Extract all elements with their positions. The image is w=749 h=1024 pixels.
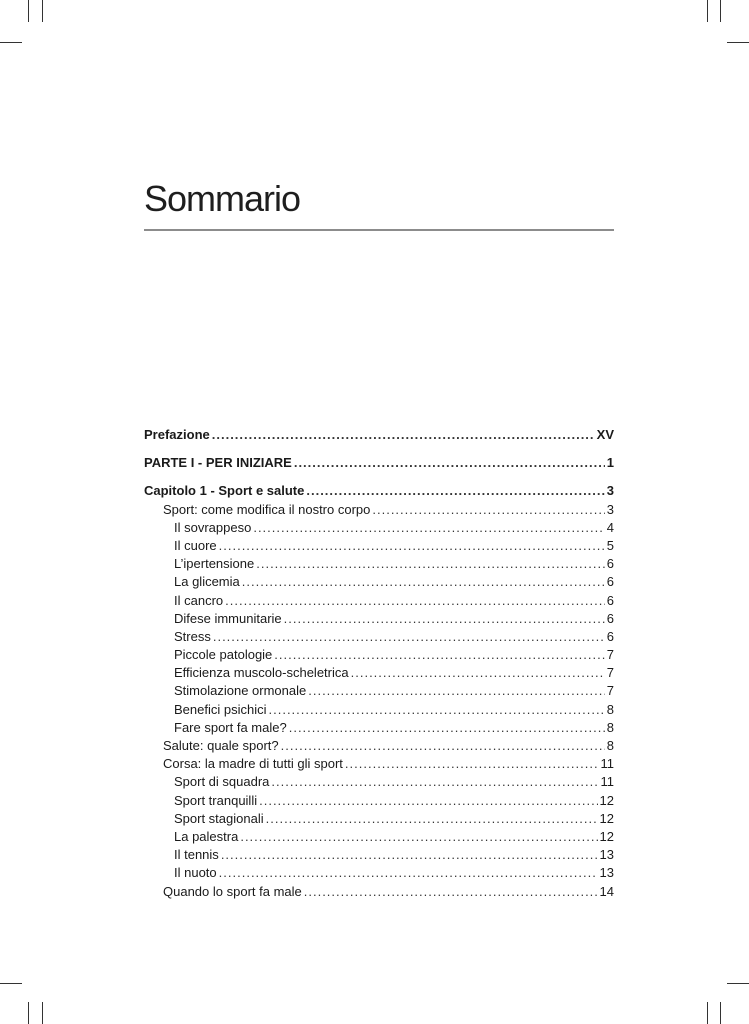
toc-leader-dots (242, 573, 605, 591)
toc-entry-page: 1 (606, 455, 614, 471)
toc-entry-page: 13 (599, 865, 614, 881)
toc-entry-page: 6 (606, 610, 614, 626)
toc-entry (144, 810, 614, 828)
toc-entry (144, 883, 614, 901)
toc-entry-page: 12 (599, 792, 614, 808)
toc-entry-page: 13 (599, 847, 614, 863)
table-of-contents (144, 426, 614, 901)
toc-entry-page: 7 (606, 683, 614, 699)
toc-entry-page: 5 (606, 537, 614, 553)
toc-leader-dots (259, 792, 597, 810)
page-title: Sommario (144, 178, 301, 219)
title-rule (144, 229, 614, 231)
toc-leader-dots (253, 519, 604, 537)
toc-leader-dots (274, 646, 604, 664)
toc-entry-label: L’ipertensione (174, 556, 255, 572)
crop-mark (727, 983, 749, 984)
toc-entry-label: Stimolazione ormonale (174, 683, 307, 699)
toc-leader-dots (308, 682, 605, 700)
toc-leader-dots (212, 426, 595, 444)
toc-entry (144, 701, 614, 719)
toc-entry (144, 501, 614, 519)
toc-entry (144, 737, 614, 755)
toc-entry-page: 6 (606, 592, 614, 608)
toc-entry-page: 12 (599, 810, 614, 826)
toc-entry (144, 792, 614, 810)
toc-entry-page: 8 (606, 738, 614, 753)
toc-leader-dots (219, 537, 605, 555)
toc-leader-dots (289, 719, 605, 737)
toc-leader-dots (345, 755, 599, 773)
toc-entry-label: Il sovrappeso (174, 519, 252, 535)
toc-entry-label: Il cuore (174, 537, 217, 553)
toc-leader-dots (306, 482, 604, 500)
toc-entry (144, 482, 614, 500)
crop-mark (28, 1002, 29, 1024)
toc-entry-page: 7 (606, 647, 614, 663)
toc-leader-dots (225, 592, 605, 610)
toc-leader-dots (266, 810, 598, 828)
toc-entry (144, 864, 614, 882)
toc-leader-dots (372, 501, 604, 519)
toc-entry-label: Il nuoto (174, 865, 217, 881)
toc-leader-dots (281, 737, 605, 755)
toc-leader-dots (304, 883, 598, 901)
toc-entry-page: XV (596, 427, 614, 442)
toc-entry-label: Capitolo 1 - Sport e salute (144, 483, 305, 499)
toc-leader-dots (284, 610, 605, 628)
toc-entry (144, 519, 614, 537)
toc-entry-page: 8 (606, 701, 614, 717)
toc-entry-label: Quando lo sport fa male (163, 883, 302, 899)
toc-entry (144, 755, 614, 773)
toc-entry-label: Benefici psichici (174, 701, 267, 717)
toc-entry (144, 846, 614, 864)
toc-entry-label: Il cancro (174, 592, 224, 608)
toc-leader-dots (294, 454, 605, 472)
toc-entry (144, 719, 614, 737)
crop-mark (0, 983, 22, 984)
toc-entry (144, 628, 614, 646)
toc-entry-label: Corsa: la madre di tutti gli sport (163, 756, 343, 772)
toc-entry-page: 14 (599, 883, 614, 899)
toc-entry-page: 6 (606, 574, 614, 590)
toc-entry (144, 773, 614, 791)
crop-mark (720, 1002, 721, 1024)
toc-entry-label: Sport stagionali (174, 810, 264, 826)
toc-entry (144, 646, 614, 664)
toc-leader-dots (351, 664, 605, 682)
toc-entry-page: 6 (606, 628, 614, 644)
toc-entry-page: 8 (606, 719, 614, 735)
toc-entry (144, 682, 614, 700)
toc-entry (144, 555, 614, 573)
toc-entry-label: Sport di squadra (174, 774, 270, 790)
toc-entry-label: La glicemia (174, 574, 240, 590)
toc-entry-page: 11 (600, 774, 614, 790)
toc-entry-label: Efficienza muscolo-scheletrica (174, 665, 349, 681)
toc-entry-label: Fare sport fa male? (174, 719, 287, 735)
toc-entry-label: Difese immunitarie (174, 610, 282, 626)
toc-entry-page: 3 (606, 483, 614, 499)
crop-mark (727, 42, 749, 43)
toc-entry-label: Sport tranquilli (174, 792, 258, 808)
crop-mark (28, 0, 29, 22)
toc-entry-label: Salute: quale sport? (163, 738, 279, 753)
toc-entry (144, 610, 614, 628)
toc-leader-dots (269, 701, 605, 719)
toc-entry (144, 573, 614, 591)
toc-leader-dots (219, 864, 598, 882)
toc-entry (144, 454, 614, 472)
toc-entry-label: La palestra (174, 828, 239, 844)
toc-entry-label: Piccole patologie (174, 647, 273, 663)
crop-mark (42, 1002, 43, 1024)
toc-entry (144, 537, 614, 555)
toc-entry-page: 6 (606, 556, 614, 572)
toc-entry-page: 4 (606, 519, 614, 535)
toc-entry-label: Prefazione (144, 427, 210, 442)
toc-leader-dots (256, 555, 605, 573)
crop-mark (720, 0, 721, 22)
toc-entry-page: 12 (599, 828, 614, 844)
crop-mark (707, 1002, 708, 1024)
toc-entry-label: Il tennis (174, 847, 219, 863)
toc-entry-page: 3 (606, 501, 614, 517)
toc-entry-label: Sport: come modifica il nostro corpo (163, 501, 371, 517)
crop-mark (0, 42, 22, 43)
toc-entry-label: Stress (174, 628, 211, 644)
crop-mark (42, 0, 43, 22)
toc-leader-dots (213, 628, 605, 646)
toc-entry-label: PARTE I - PER INIZIARE (144, 455, 292, 471)
toc-entry-page: 11 (600, 756, 614, 772)
toc-leader-dots (240, 828, 597, 846)
toc-entry (144, 592, 614, 610)
toc-entry (144, 828, 614, 846)
toc-entry (144, 426, 614, 444)
toc-leader-dots (221, 846, 598, 864)
crop-mark (707, 0, 708, 22)
toc-entry-page: 7 (606, 665, 614, 681)
toc-entry (144, 664, 614, 682)
toc-leader-dots (271, 773, 598, 791)
